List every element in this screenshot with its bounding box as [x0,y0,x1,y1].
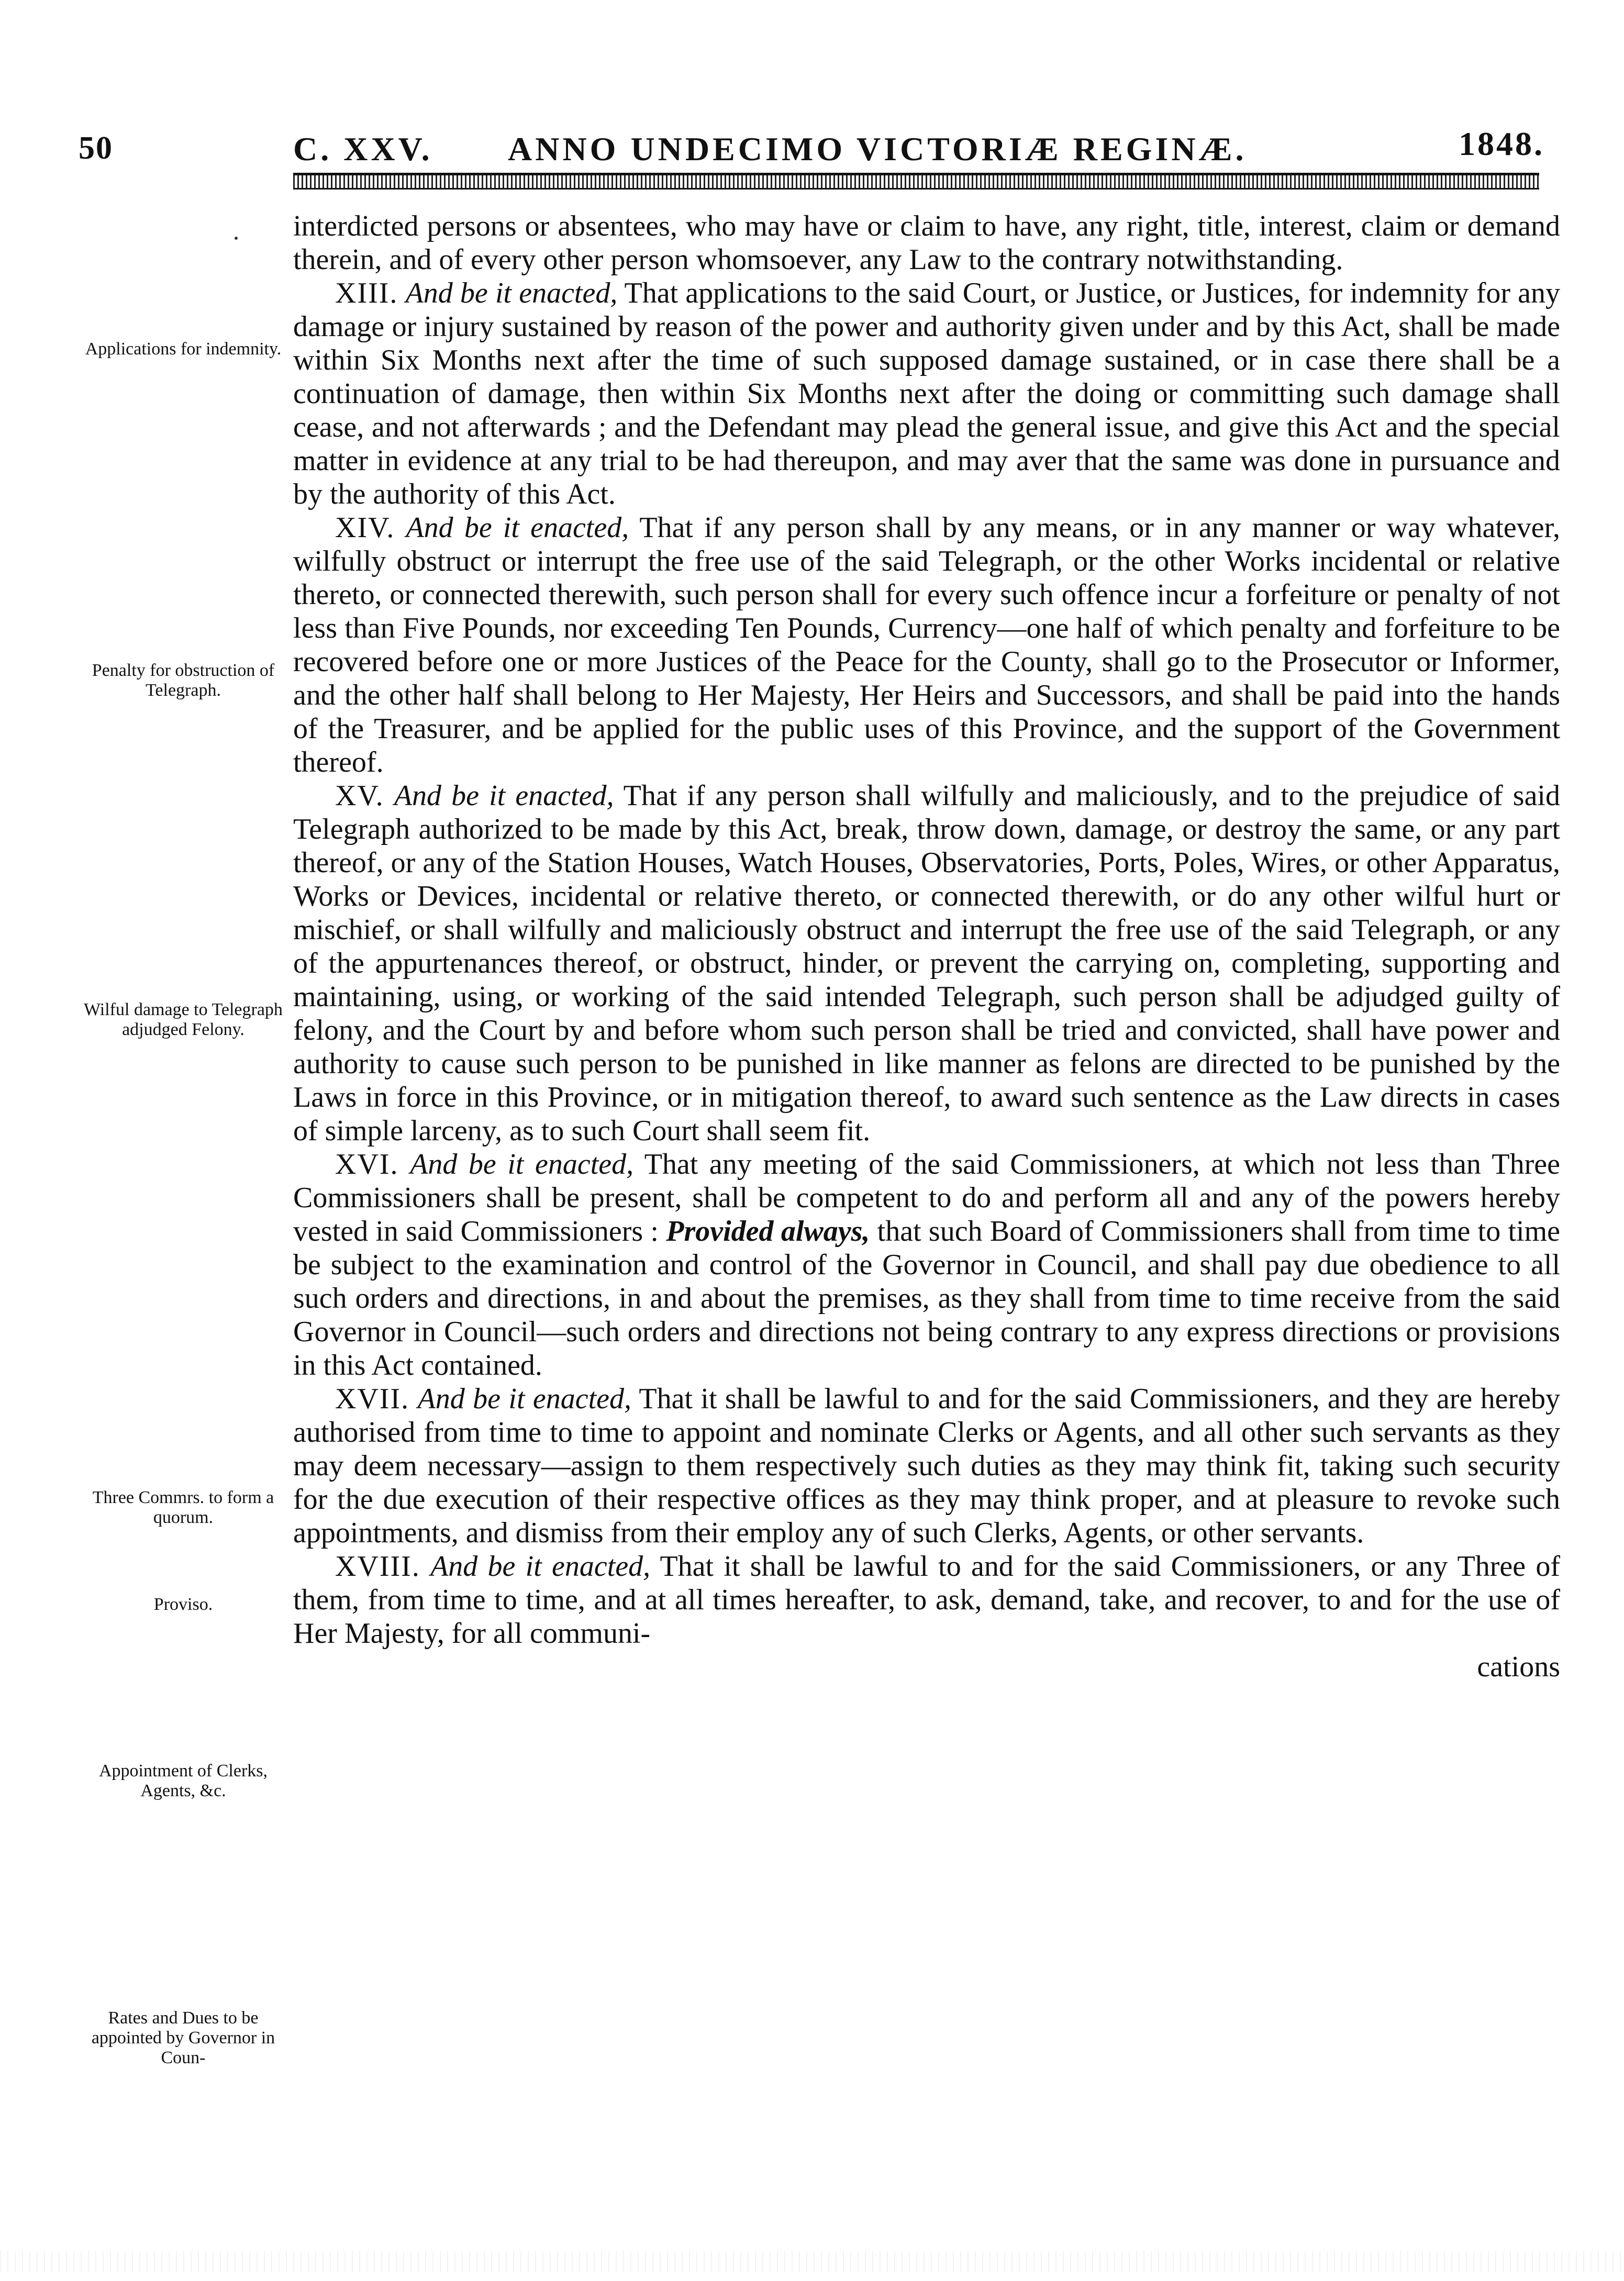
section-xvii [293,1382,1560,1550]
body-text [293,209,1560,1684]
continuation-paragraph: interdicted persons or absentees, who may have or claim to have, any right, title, interest, claim or demand therein, and of every other person whomsoever, any Law to the contrary notwithstanding. [293,210,1560,276]
section-xviii [293,1550,1560,1650]
margin-note-proviso: Proviso. [153,1595,213,1614]
catchword: cations [1477,1651,1560,1683]
section-text: That if any person shall by any means, or in any manner or way whatever, wilfully obstruct or interrupt the free use of the said Telegraph, or the other Works incidental or relative thereto, or connected therewith, such person shall for every such offence incur a forfeiture or penalty of not less than Five Pounds, nor exceeding Ten Pounds, Currency—one half of which penalty and forfeiture to be recovered before one or more Justices of the Peace for the County, shall go to the Prosecutor or Informer, and the other half shall belong to Her Majesty, Her Heirs and Successors, and shall be paid into the hands of the Treasurer, and be applied for the public uses of this Province, and the support of the Government thereof. [293,511,1560,778]
section-xiv [293,511,1560,779]
section-text-continued: that such Board of Commissioners shall from time to time be subject to the examination and control of the Governor in Council, and shall pay due obedience to all such orders and directions, in and about the premises, as they shall from time to time receive from the said Governor in Council—such orders and directions not being contrary to any express directions or provisions in this Act contained. [293,1215,1561,1382]
scan-noise [0,2251,1624,2272]
margin-note-felony: Wilful damage to Telegraph adjudged Felony. [84,1000,283,1039]
section-text: That it shall be lawful to and for the said Commissioners, and they are hereby authorised from time to time to appoint and nominate Clerks or Agents, and all other such servants as they may deem necessary—assign to them respectively such duties as they may think fit, taking such security for the due execution of their respective offices as they may think proper, and at pleasure to revoke such appointments, and dismiss from their employ any of such Clerks, Agents, or other servants. [293,1383,1560,1549]
section-text: That it shall be lawful to and for the said Commissioners, or any Three of them, from time to time, and at all times hereafter, to ask, demand, take, and recover, to and for the use of Her Majesty, for all communi- [293,1550,1560,1650]
section-xv [293,779,1560,1148]
section-text: That if any person shall wilfully and maliciously, and to the prejudice of said Telegraph authorized to be made by this Act, break, throw down, damage, or destroy the same, or any part thereof, or any of the Station Houses, Watch Houses, Observatories, Ports, Poles, Wires, or other Apparatus, Works or Devices, incidental or relative thereto, or connected therewith, or do any other wilful hurt or mischief, or shall wilfully and maliciously obstruct and interrupt the free use of the said Telegraph, or any of the appurtenances thereof, or obstruct, hinder, or prevent the carrying on, completing, supporting and maintaining, using, or working of the said intended Telegraph, such person shall be adjudged guilty of felony, and the Court by and before whom such person shall be tried and convicted, shall have power and authority to cause such person to be punished in like manner as felons are directed to be punished by the Laws in force in this Province, or in mitigation thereof, to award such sentence as the Law directs in cases of simple larceny, as to such Court shall seem fit. [293,780,1560,1147]
section-number: XVII. [335,1383,410,1415]
margin-note-rates: Rates and Dues to be appointed by Governor in Coun- [91,2008,275,2067]
chapter-number: C. XXV. [293,130,433,168]
enacting-clause: And be it enacted, [405,277,618,309]
margin-note-quorum: Three Commrs. to form a quorum. [92,1488,274,1527]
page-header [79,119,1544,177]
section-number: XIV. [335,511,395,544]
enacting-clause: And be it enacted, [410,1148,634,1181]
section-xiii [293,276,1560,511]
section-text: That applications to the said Court, or Justice, or Justices, for indemnity for any damage or injury sustained by reason of the power and authority given under and by this Act, shall be made within Six Months next after the time of such supposed damage sustained, or in case there shall be a continuation of damage, then within Six Months next after the doing or committing such damage shall cease, and not afterwards ; and the Defendant may plead the general issue, and give this Act and the special matter in evidence at any trial to be had thereupon, and may aver that the same was done in pursuance and by the authority of this Act. [293,277,1561,510]
proviso-clause: Provided always, [666,1215,870,1248]
section-number: XIII. [335,277,398,309]
section-number: XV. [335,780,384,812]
margin-note-appointment: Appointment of Clerks, Agents, &c. [98,1761,268,1800]
year: 1848. [1459,125,1544,162]
enacting-clause: And be it enacted, [394,780,614,812]
section-text: That any meeting of the said Commissioners, at which not less than Three Commissioners shall be present, shall be competent to do and perform all and any of the powers hereby vested in said Commissioners : [293,1148,1560,1248]
margin-note-penalty: Penalty for obstruction of Telegraph. [92,661,275,700]
header-rule [293,173,1539,190]
enacting-clause: And be it enacted, [417,1383,632,1415]
section-number: XVI. [335,1148,399,1181]
enacting-clause: And be it enacted, [406,511,629,544]
page-number: 50 [79,130,113,166]
section-number: XVIII. [335,1550,420,1583]
running-title: ANNO UNDECIMO VICTORIÆ REGINÆ. [508,130,1247,168]
enacting-clause: And be it enacted, [430,1550,651,1583]
section-xvi [293,1148,1560,1382]
ink-speck [235,237,238,240]
margin-note-indemnity: Applications for indemnity. [85,339,282,359]
